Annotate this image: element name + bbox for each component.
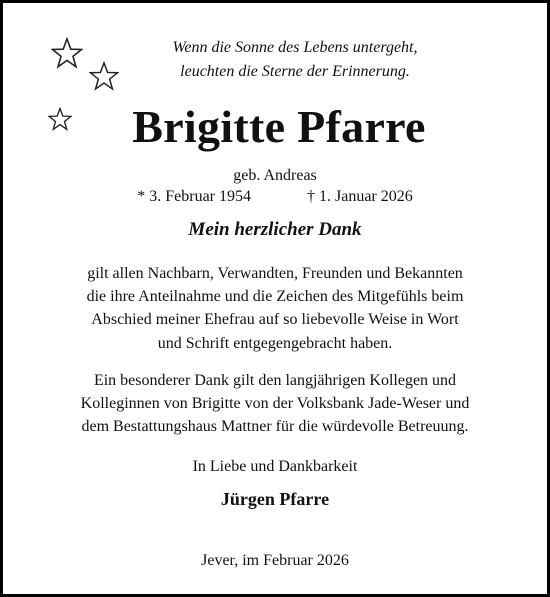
paragraph-line: Ein besonderer Dank gilt den langjährigen Kollegen und xyxy=(93,372,457,389)
motto-line: leuchten die Sterne der Erinnerung. xyxy=(180,63,410,80)
paragraph-line: Kolleginnen von Brigitte von der Volksbank Jade-Weser und xyxy=(80,395,470,412)
paragraph-line: gilt allen Nachbarn, Verwandten, Freunden und Bekannten xyxy=(87,265,463,282)
place-date: Jever, im Februar 2026 xyxy=(201,552,349,569)
death-date: † 1. Januar 2026 xyxy=(307,188,413,205)
birth-name: geb. Andreas xyxy=(233,167,317,184)
signer-name: Jürgen Pfarre xyxy=(220,489,330,509)
deceased-name: Brigitte Pfarre xyxy=(132,101,426,152)
birth-date: * 3. Februar 1954 xyxy=(137,188,251,205)
paragraph-line: dem Bestattungshaus Mattner für die würdevolle Betreuung. xyxy=(81,418,469,435)
paragraph-line: und Schrift entgegengebracht haben. xyxy=(157,335,393,352)
life-dates xyxy=(3,186,547,208)
closing-phrase: In Liebe und Dankbarkeit xyxy=(192,458,358,475)
paragraph-line: die ihre Anteilnahme und die Zeichen des Mitgefühls beim xyxy=(86,288,464,305)
motto-line: Wenn die Sonne des Lebens untergeht, xyxy=(172,39,418,56)
paragraph-line: Abschied meiner Ehefrau auf so liebevolle Weise in Wort xyxy=(91,311,459,328)
thanks-heading: Mein herzlicher Dank xyxy=(188,219,362,240)
